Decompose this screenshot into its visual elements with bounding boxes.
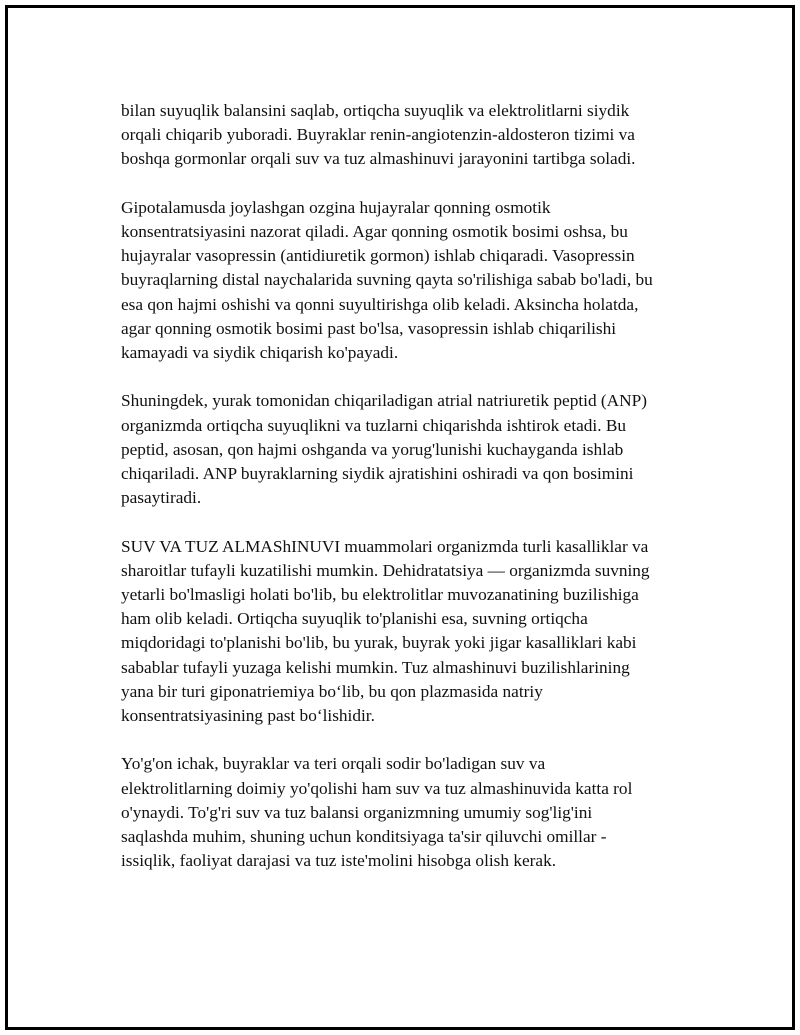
text-line: konsentratsiyasini nazorat qiladi. Agar qonning osmotik bosimi oshsa, bu xyxy=(121,222,628,241)
text-line: orqali chiqarib yuboradi. Buyraklar renin-angiotenzin-aldosteron tizimi va xyxy=(121,125,635,145)
text-line: sharoitlar tufayli kuzatilishi mumkin. Dehidratatsiya — organizmda suvning xyxy=(121,560,650,580)
text-line: bilan suyuqlik balansini saqlab, ortiqcha suyuqlik va elektrolitlarni siydik xyxy=(121,101,630,120)
text-line: peptid, asosan, qon hajmi oshganda va yorug'lunishi kuchayganda ishlab xyxy=(121,439,624,459)
text-line: saqlashda muhim, shuning uchun konditsiyaga ta'sir qiluvchi omillar - xyxy=(121,827,607,847)
paragraph xyxy=(121,535,701,729)
paragraph xyxy=(121,99,701,172)
text-line: elektrolitlarning doimiy yo'qolishi ham suv va tuz almashinuvida katta rol xyxy=(121,778,633,798)
paragraph xyxy=(121,752,701,873)
text-line: chiqariladi. ANP buyraklarning siydik ajratishini oshiradi va qon bosimini xyxy=(121,464,634,484)
text-line: issiqlik, faoliyat darajasi va tuz iste'molini hisobga olish kerak. xyxy=(121,851,557,871)
text-line: pasaytiradi. xyxy=(121,488,202,508)
text-line: miqdoridagi to'planishi bo'lib, bu yurak, buyrak yoki jigar kasalliklari kabi xyxy=(121,633,637,653)
text-line: agar qonning osmotik bosimi past bo'lsa, vasopressin ishlab chiqarilishi xyxy=(121,318,617,338)
text-line: ham olib keladi. Ortiqcha suyuqlik to'planishi esa, suvning ortiqcha xyxy=(121,609,588,629)
document-page xyxy=(5,5,795,1030)
text-line: o'ynaydi. To'g'ri suv va tuz balansi organizmning umumiy sog'lig'ini xyxy=(121,802,593,822)
text-line: Yo'g'on ichak, buyraklar va teri orqali sodir bo'ladigan suv va xyxy=(121,754,546,774)
text-line: sabablar tufayli yuzaga kelishi mumkin. Tuz almashinuvi buzilishlarining xyxy=(121,657,630,677)
text-line: hujayralar vasopressin (antidiuretik gormon) ishlab chiqaradi. Vasopressin xyxy=(121,246,635,266)
text-line: boshqa gormonlar orqali suv va tuz almashinuvi jarayonini tartibga soladi. xyxy=(121,149,636,169)
text-line: Shuningdek, yurak tomonidan chiqariladigan atrial natriuretik peptid (ANP) xyxy=(121,391,647,411)
text-line: kamayadi va siydik chiqarish ko'payadi. xyxy=(121,343,399,363)
text-line: yana bir turi giponatriemiya bo‘lib, bu qon plazmasida natriy xyxy=(121,681,543,701)
text-line: organizmda ortiqcha suyuqlikni va tuzlarni chiqarishda ishtirok etadi. Bu xyxy=(121,415,627,435)
text-line: yetarli bo'lmasligi holati bo'lib, bu elektrolitlar muvozanatining buzilishiga xyxy=(121,585,639,605)
document-body xyxy=(121,99,701,898)
text-line: konsentratsiyasining past bo‘lishidir. xyxy=(121,706,375,726)
paragraph xyxy=(121,389,701,510)
text-line: buyraqlarning distal naychalarida suvning qayta so'rilishiga sabab bo'ladi, bu xyxy=(121,270,653,290)
text-line: SUV VA TUZ ALMAShINUVI muammolari organizmda turli kasalliklar va xyxy=(121,536,649,556)
text-line: esa qon hajmi oshishi va qonni suyultirishga olib keladi. Aksincha holatda, xyxy=(121,294,639,314)
paragraph xyxy=(121,196,701,365)
text-line: Gipotalamusda joylashgan ozgina hujayralar qonning osmotik xyxy=(121,197,551,217)
